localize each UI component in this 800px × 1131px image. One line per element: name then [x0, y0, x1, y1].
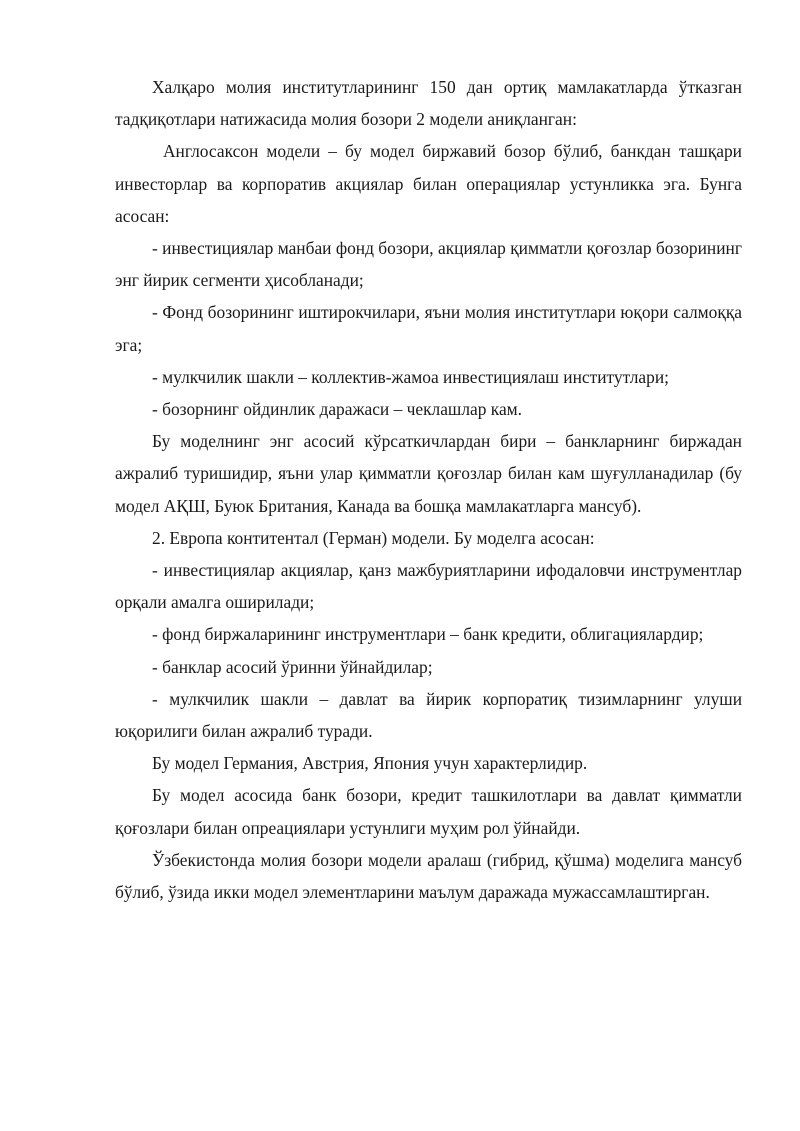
paragraph-uzbekistan-model: Ўзбекистонда молия бозори модели аралаш (гибрид, қўшма) моделига мансуб бўлиб, ўзида икки модел элементларини маълум даражада мужассамлаштирган.	[115, 849, 742, 903]
paragraph-european-model: 2. Европа контитентал (Герман) модели. Бу моделга асосан:	[152, 527, 595, 548]
paragraph-model-indicator: Бу моделнинг энг асосий кўрсаткичлардан бири – банкларнинг биржадан ажралиб туришидир, яъни улар қимматли қоғозлар билан кам шуғулланадилар (бу модел АҚШ, Буюк Британия, Канада ва бошқа мамлакатларга мансуб).	[115, 431, 742, 516]
paragraph-intro: Халқаро молия институтларининг 150 дан ортиқ мамлакатларда ўтказган тадқиқотлари натижасида молия бозори 2 модели аниқланган:	[115, 77, 742, 130]
list-item-exchange-instruments: - фонд биржаларининг инструментлари – банк кредити, облигациялардир;	[152, 624, 704, 645]
paragraph-anglo-saxon-model: Англосаксон модели – бу модел биржавий бозор бўлиб, банкдан ташқари инвесторлар ва корпоратив акциялар билан операциялар устунликка эга. Бунга асосан:	[115, 141, 742, 226]
list-item-market-participants: - Фонд бозорининг иштирокчилари, яъни молия институтлари юқори салмоққа эга;	[115, 302, 742, 355]
list-item-investment-source: - инвестициялар манбаи фонд бозори, акциялар қимматли қоғозлар бозорининг энг йирик сегменти ҳисобланади;	[115, 238, 742, 291]
document-page	[115, 71, 742, 908]
list-item-ownership-form: - мулкчилик шакли – коллектив-жамоа инвестициялаш институтлари;	[152, 366, 669, 387]
list-item-investments-instruments: - инвестициялар акциялар, қанз мажбуриятларини ифодаловчи инструментлар орқали амалга оширилади;	[115, 560, 742, 613]
list-item-banks-role: - банклар асосий ўринни ўйнайдилар;	[152, 656, 433, 677]
list-item-transparency-level: - бозорнинг ойдинлик даражаси – чеклашлар кам.	[152, 399, 523, 420]
list-item-ownership-state: - мулкчилик шакли – давлат ва йирик корпоратиқ тизимларнинг улуши юқорилиги билан ажралиб туради.	[115, 688, 742, 742]
paragraph-bank-market: Бу модел асосида банк бозори, кредит ташкилотлари ва давлат қимматли қоғозлари билан опреациялари устунлиги муҳим рол ўйнайди.	[115, 785, 742, 838]
paragraph-countries: Бу модел Германия, Австрия, Япония учун характерлидир.	[152, 753, 588, 774]
